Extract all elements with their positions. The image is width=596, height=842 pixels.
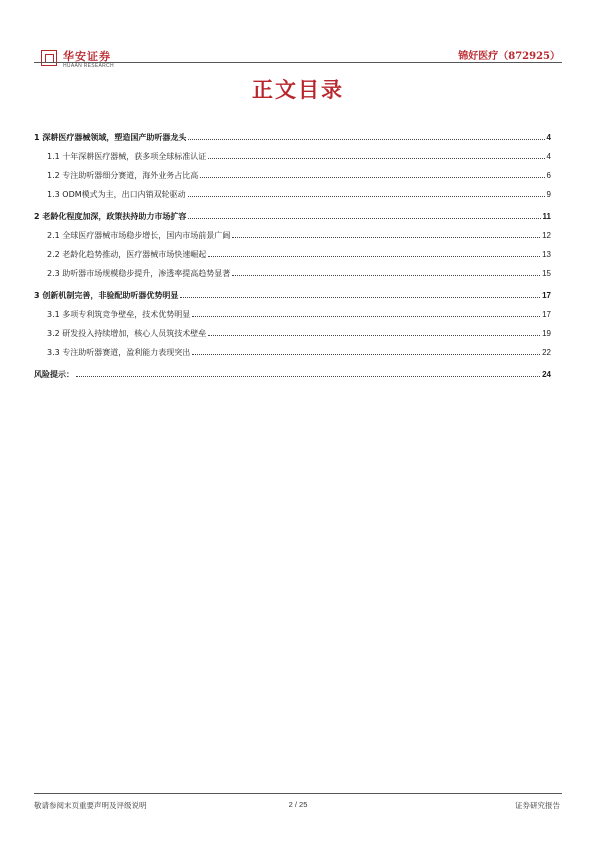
toc-entry-page: 24: [542, 370, 551, 379]
toc-entry-label: 2.3 助听器市场规模稳步提升，渗透率提高趋势显著: [47, 269, 231, 278]
page-title: 正文目录: [252, 77, 344, 102]
toc-entry-page: 17: [542, 310, 551, 319]
toc-dot-leader: [188, 138, 544, 140]
footer-page-number: 2 / 25: [288, 800, 308, 809]
toc-dot-leader: [208, 157, 544, 159]
toc-chapter-entry[interactable]: [34, 361, 551, 380]
huaan-logo: [37, 48, 117, 74]
toc-entry-page: 4: [546, 152, 551, 161]
toc-entry-page: 19: [542, 329, 551, 338]
toc-dot-leader: [232, 236, 540, 238]
toc-chapter-entry[interactable]: [34, 124, 551, 143]
toc-dot-leader: [208, 334, 540, 336]
logo-chinese-text: 华安证券: [63, 50, 111, 63]
huaan-logo-mark-icon: [41, 50, 57, 66]
header-divider: [34, 62, 562, 63]
toc-entry-page: 11: [542, 212, 551, 221]
footer-disclaimer: 敬请参阅末页重要声明及评级说明: [34, 801, 147, 810]
footer-divider: [34, 793, 562, 794]
toc-section-entry[interactable]: [34, 222, 551, 241]
toc-dot-leader: [188, 217, 540, 219]
toc-entry-label: 3.1 多项专利筑竞争壁垒，技术优势明显: [47, 310, 191, 319]
toc-dot-leader: [208, 255, 540, 257]
toc-chapter-entry[interactable]: [34, 282, 551, 301]
toc-section-entry[interactable]: [34, 181, 551, 200]
toc-dot-leader: [200, 176, 544, 178]
toc-section-entry[interactable]: [34, 260, 551, 279]
toc-entry-label: 1.1 十年深耕医疗器械，获多项全球标准认证: [47, 152, 207, 161]
toc-entry-label: 1.2 专注助听器细分赛道，海外业务占比高: [47, 171, 199, 180]
toc-dot-leader: [188, 195, 545, 197]
toc-entry-page: 15: [542, 269, 551, 278]
toc-section-entry[interactable]: [34, 143, 551, 162]
toc-entry-label: 2 老龄化程度加深，政策扶持助力市场扩容: [34, 212, 187, 221]
toc-entry-page: 6: [546, 171, 551, 180]
toc-entry-page: 4: [546, 133, 551, 142]
toc-dot-leader: [232, 274, 540, 276]
toc-dot-leader: [192, 353, 540, 355]
toc-dot-leader: [180, 296, 540, 298]
toc-entry-label: 2.2 老龄化趋势推动，医疗器械市场快速崛起: [47, 250, 207, 259]
table-of-contents: [34, 124, 551, 380]
toc-entry-label: 2.1 全球医疗器械市场稳步增长，国内市场前景广阔: [47, 231, 231, 240]
toc-entry-label: 1.3 ODM模式为主，出口内销双轮驱动: [47, 190, 186, 199]
toc-entry-label: 1 深耕医疗器械领域，塑造国产助听器龙头: [34, 133, 187, 142]
toc-entry-page: 9: [546, 190, 551, 199]
toc-entry-page: 22: [542, 348, 551, 357]
company-name-ticker: 锦好医疗（872925）: [458, 51, 560, 62]
toc-entry-label: 风险提示：: [34, 370, 74, 379]
toc-section-entry[interactable]: [34, 162, 551, 181]
toc-entry-page: 12: [542, 231, 551, 240]
logo-english-text: HUAAN RESEARCH: [63, 63, 114, 69]
toc-entry-label: 3.2 研发投入持续增加，核心人员筑技术壁垒: [47, 329, 207, 338]
toc-entry-page: 13: [542, 250, 551, 259]
toc-entry-label: 3.3 专注助听器赛道，盈利能力表现突出: [47, 348, 191, 357]
footer-report-type: 证券研究报告: [515, 801, 560, 810]
toc-entry-label: 3 创新机制完善，非验配助听器优势明显: [34, 291, 179, 300]
toc-dot-leader: [192, 315, 540, 317]
toc-section-entry[interactable]: [34, 339, 551, 358]
toc-section-entry[interactable]: [34, 241, 551, 260]
toc-dot-leader: [76, 375, 540, 377]
toc-section-entry[interactable]: [34, 301, 551, 320]
toc-entry-page: 17: [542, 291, 551, 300]
toc-chapter-entry[interactable]: [34, 203, 551, 222]
toc-section-entry[interactable]: [34, 320, 551, 339]
